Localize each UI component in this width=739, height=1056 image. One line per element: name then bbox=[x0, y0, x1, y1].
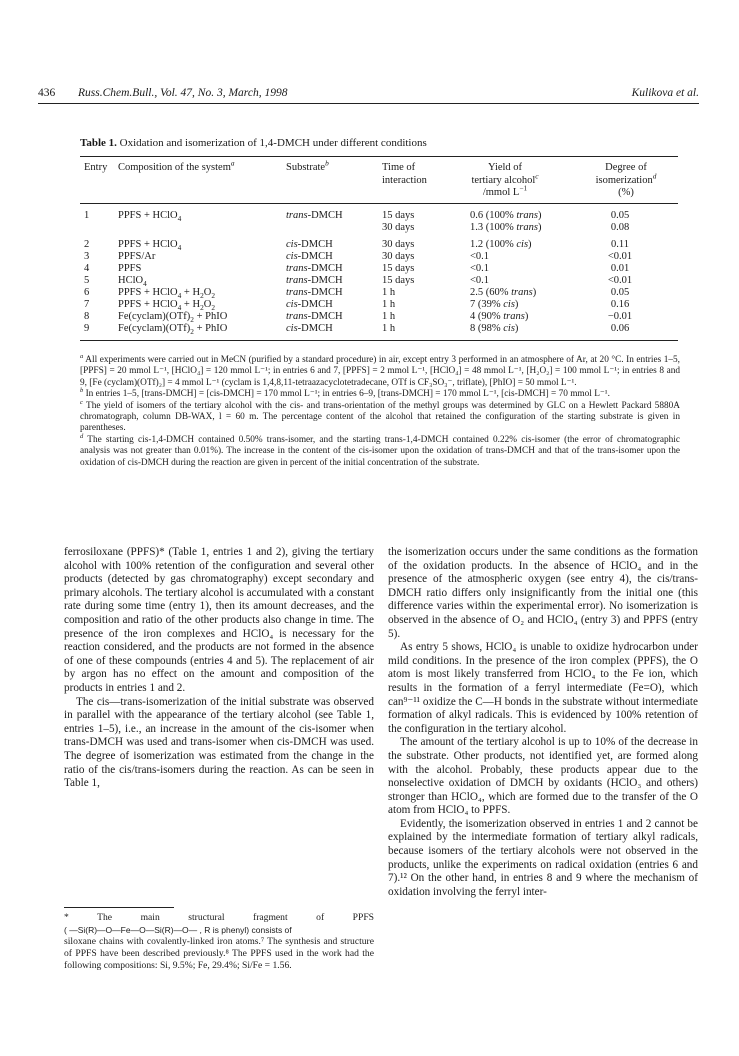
paragraph: The cis—trans-isomerization of the initial substrate was observed in parallel with the appearance of the tertiary alcohol (see Table 1, entries 1–5), i.e., an increase in the amount of the cis-isomer when trans-DMCH was used and trans-isomer when cis-DMCH was used. The degree of isomerization was estimated from the change in the ratio of the cis/trans-isomers during the reaction. As can be seen in Table 1, bbox=[64, 695, 374, 790]
paragraph: ferrosiloxane (PPFS)* (Table 1, entries 1 and 2), giving the tertiary alcohol with 100% retention of the configuration and several other products (detected by gas chromatography) except secondary and primary alcohols. The tertiary alcohol is accumulated with a constant rate during some time (entry 1), then its amount decreases, and the composition and ratio of the other products also change in time. The presence of the iron complexes and HClO₄ is necessary for the reaction considered, and the products are not formed in the absence of one of these compounds (entries 4 and 5). The replacement of air by argon has no effect on the amount and composition of the products in entries 1 and 2. bbox=[64, 546, 374, 694]
table-row: 7 PPFS + HClO$_4$ + $H_2O_2$ cis-DMCH 1 h 7 (39% cis) 0.16 bbox=[84, 299, 630, 313]
paragraph: As entry 5 shows, HClO₄ is unable to oxidize hydrocarbon under mild conditions. In the presence of the iron complex (PPFS), the O atom is most likely transferred from HClO₄ to the Fe ion, which results in the formation of a ferryl intermediate (Fe=O), which can⁹⁻¹¹ oxidize the C—H bonds in the substrate without intermediate formation of alkyl radicals. This is evidenced by 100% retention of the configuration in the tertiary alcohol. bbox=[388, 641, 698, 735]
note-c: $^c$ The yield of isomers of the tertiary alcohol with the cis- and trans-orientation of the methyl groups was determined by GLC on a Hewlett Packard 5880A chromatograph, column DB-WAX, l = 60 m. The percentage content of the alcohol that retained the configuration of the starting substrate is given in parentheses. bbox=[80, 398, 680, 434]
paragraph: The amount of the tertiary alcohol is up to 10% of the decrease in the substrate. Other products, not identified yet, are formed along with the alcohol. Probably, these products appear due to the nonselective oxidation of DMCH by oxidants (HClO₃ and others) stronger than HClO₄, which are formed due to the transfer of the O atom from HClO₄ to PPFS. bbox=[388, 736, 698, 817]
header-substrate: Substrate$^b$ bbox=[286, 158, 329, 173]
header-entry: Entry bbox=[84, 162, 108, 173]
header-composition: Composition of the system$^a$ bbox=[118, 158, 235, 173]
table-header-rule bbox=[80, 203, 678, 204]
note-a: $^a$ All experiments were carried out in MeCN (purified by a standard procedure) in air, except entry 3 performed in an atmosphere of Ar, at 20 °C. In entries 1–5, [PPFS] = 20 mmol L⁻¹, [HClO₄] = 120 mmol L⁻¹; in entries 6 and 7, [PPFS] = 2 mmol L⁻¹, [HClO₄] = 48 mmol L⁻¹, [H₂O₂] = 100 mmol L⁻¹; in entries 8 and 9, [Fe (cyclam)(OTf)₂] = 4 mmol L⁻¹ (cyclam is 1,4,8,11-tetraazacyclotetradecane, OTf is CF₃SO₃⁻, triflate), [PhIO] = 50 mmol L⁻¹. bbox=[80, 352, 681, 388]
body-column-right bbox=[388, 546, 698, 899]
header-yield: Yield of tertiary alcohol$^c$ /mmol $L^{-1}$ bbox=[471, 162, 539, 198]
table-row: 6 PPFS + HClO$_4$ + $H_2O_2$ trans-DMCH 1 h 2.5 (60% trans) 0.05 bbox=[84, 287, 630, 301]
footnote-rest: siloxane chains with covalently-linked iron atoms.⁷ The synthesis and structure of PPFS have been described previously.⁸ The PPFS used in the work had the following compositions: Si, 9.5%; Fe, 29.4%; Si/Fe = 1.56. bbox=[64, 936, 374, 971]
body-column-left bbox=[64, 546, 374, 791]
table-row: 30 days 1.3 (100% trans) 0.08 bbox=[382, 222, 630, 233]
table-row: 3 PPFS/Ar cis-DMCH 30 days <0.1 <0.01 bbox=[84, 251, 633, 262]
table-top-rule bbox=[80, 156, 678, 157]
table-caption-text: Oxidation and isomerization of 1,4-DMCH under different conditions bbox=[119, 137, 427, 149]
header-authors: Kulikova et al. bbox=[631, 87, 699, 99]
table-notes bbox=[80, 352, 681, 469]
note-b: $^b$ In entries 1–5, [trans-DMCH] = [cis-DMCH] = 170 mmol L⁻¹; in entries 6–9, [trans-DMCH] = 170 mmol L⁻¹, [cis-DMCH] = 70 mmol L⁻¹. bbox=[80, 387, 610, 400]
header-left bbox=[38, 86, 287, 100]
journal-citation: Russ.Chem.Bull., Vol. 47, No. 3, March, 1998 bbox=[78, 87, 288, 99]
footnote-structure: ( —Si(R)—O—Fe—O—Si(R)—O— , R is phenyl) consists of bbox=[64, 925, 292, 935]
paragraph: Evidently, the isomerization observed in entries 1 and 2 cannot be explained by the intermediate formation of tertiary alkyl radicals, because isomers of the tertiary alcohols were not observed in the products, unlike the experiments on radical oxidation (entries 6 and 7).¹² On the other hand, in entries 8 and 9 where the mechanism of oxidation involving the ferryl inter- bbox=[388, 817, 698, 898]
table-row: 8 $Fe(cyclam)(OTf)_2$ + PhIO trans-DMCH 1 h 4 (90% trans) −0.01 bbox=[84, 311, 633, 325]
header-degree: Degree of isomerization$^d$ (%) bbox=[595, 162, 657, 198]
table-row: 9 $Fe(cyclam)(OTf)_2$ + PhIO cis-DMCH 1 h 8 (98% cis) 0.06 bbox=[84, 323, 630, 337]
header-time: Time of interaction bbox=[382, 162, 427, 186]
header-rule bbox=[38, 103, 699, 104]
footnote-lead: * The main structural fragment of PPFS bbox=[64, 912, 374, 923]
table-bottom-rule bbox=[80, 340, 678, 341]
page-number: 436 bbox=[38, 87, 56, 99]
footnote bbox=[64, 912, 374, 972]
table-caption bbox=[80, 136, 680, 150]
table-row: 4 PPFS trans-DMCH 15 days <0.1 0.01 bbox=[84, 263, 630, 274]
paragraph: the isomerization occurs under the same conditions as the formation of the oxidation products. In the absence of HClO₄ and in the presence of the atmospheric oxygen (see entry 4), the cis/trans-DMCH ratio differs only insignificantly from the initial one (this difference varies within the experimental error). No isomerization is observed in the absence of O₂ and HClO₄ (entry 3) and PPFS (entry 5). bbox=[388, 546, 698, 640]
table-row: 2 PPFS + HClO$_4$ cis-DMCH 30 days 1.2 (100% cis) 0.11 bbox=[84, 239, 629, 253]
table-row: 5 HClO$_4$ trans-DMCH 15 days <0.1 <0.01 bbox=[84, 275, 633, 289]
footnote-rule bbox=[64, 907, 174, 908]
table-row: 1 PPFS + HClO$_4$ trans-DMCH 15 days 0.6 (100% trans) 0.05 bbox=[84, 210, 630, 224]
table-caption-label: Table 1. bbox=[80, 137, 117, 149]
note-d: $^d$ The starting cis-1,4-DMCH contained 0.50% trans-isomer, and the starting trans-1,4-DMCH contained 0.22% cis-isomer (the error of chromatographic analysis was not greater than 0.01%). The increase in the content of the cis-isomer upon the oxidation of trans-DMCH and that of the trans-isomer upon the oxidation of cis-DMCH during the reaction are given in percent of the initial concentration of the substrate. bbox=[80, 432, 680, 468]
